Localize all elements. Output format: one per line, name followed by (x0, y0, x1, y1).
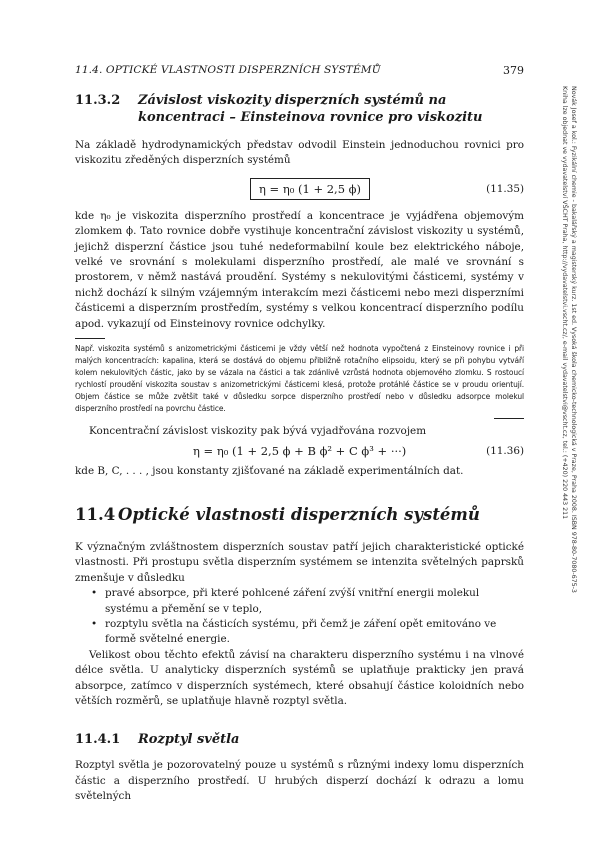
running-head (75, 64, 524, 77)
running-head-section: 11.4. OPTICKÉ VLASTNOSTI DISPERZNÍCH SYSTÉMŮ (75, 64, 381, 76)
list-item: • rozptylu světla na částicích systému, při čemž je záření opět emitováno ve formě světelné energie. (91, 617, 497, 646)
page-content (75, 92, 524, 805)
paragraph-einstein-explanation: kde η₀ je viskozita disperzního prostředí a koncentrace je vyjádřena objemovým zlomkem ϕ. Tato rovnice dobře vystihuje koncentrační závislost viskozity u systémů, jejichž disperzní částice jsou tuhé nedeformabilní koule bez elektrického náboje, velké ve srovnání s molekulami disperzního prostředí, ale malé ve srovnání s prostorem, v němž nastává proudění. Systémy s nekulovitými částicemi, systémy v nichž dochází k silným vzájemným interakcím mezi částicemi nebo mezi disperzními částicemi a disperzním prostředím, systémy s velkou koncentrací disperzního podílu apod. vykazují od Einsteinovy rovnice odchylky. (75, 209, 524, 330)
subsection-heading-11-4-1 (75, 731, 524, 748)
section-number: 11.4 (75, 504, 116, 524)
bullet-icon: • (91, 617, 98, 630)
list-item: • pravé absorpce, při které pohlcené záření zvýší vnitřní energii molekul systému a přemění se v teplo, (91, 587, 480, 615)
equation-formula-boxed: η = η₀ (1 + 2,5 ϕ) (250, 178, 370, 200)
equation-number: (11.36) (486, 445, 524, 458)
subsection-heading-11-3-2 (75, 92, 524, 126)
subsection-number: 11.4.1 (75, 732, 121, 748)
section-title: Optické vlastnosti disperzních systémů (118, 504, 480, 524)
page-number: 379 (503, 64, 524, 77)
note-top-rule (75, 338, 105, 339)
small-print-note: Např. viskozita systémů s anizometrickými částicemi je vždy větší než hodnota vypočtená z Einsteinovy rovnice i při malých koncentracích: kapalina, která se dostává do objemu přibližně rotačního elipsoidu, který se při pohybu vytváří kolem nekulovitých částic, jako by se vázala na částici a tak zdánlivě vzrůstá hodnota objemového zlomku. S rostoucí rychlostí proudění viskozita soustav s anizometrickými částicemi klesá, protože protáhlé částice se v proudu orientují. Objem částice se může zvětšit také v důsledku sorpce disperzního prostředí nebo v důsledku adsorpce molekul disperzního prostředí na povrchu částice. (75, 344, 524, 414)
section-heading-11-4 (75, 504, 524, 526)
subsection-title: Závislost viskozity disperzních systémů na koncentraci – Einsteinova rovnice pro viskozitu (138, 93, 483, 125)
equation-11-35 (75, 178, 524, 200)
subsection-title: Rozptyl světla (138, 732, 240, 748)
subsection-number: 11.3.2 (75, 93, 121, 108)
equation-11-36 (75, 444, 524, 458)
paragraph-concentration: Koncentrační závislost viskozity pak bývá vyjadřována rozvojem (89, 425, 427, 438)
bullet-icon: • (91, 587, 98, 600)
equation-formula: η = η₀ (1 + 2,5 ϕ + B ϕ² + C ϕ³ + ···) (193, 444, 407, 459)
side-citation-note (556, 86, 596, 601)
note-bottom-rule (494, 418, 524, 419)
side-note-line-1: Novák Josef a kol.: Fyzikální chemie - bakalářský a magisterský kurz. 1st ed. Vysoká škola chemicko-technologická v Praze, Praha 2008. ISBN 978-80-7080-675-3 (570, 86, 577, 593)
paragraph-intro: Na základě hydrodynamických představ odvodil Einstein jednoduchou rovnici pro viskozitu zředěných disperzních systémů (75, 139, 524, 167)
paragraph-optical-intro: K význačným zvláštnostem disperzních soustav patří jejich charakteristické optické vlastnosti. Při prostupu světla disperzním systémem se intenzita světelných paprsků zmenšuje v důsledku (75, 540, 524, 584)
bullet-list (75, 586, 524, 648)
paragraph-constants: kde B, C, . . . , jsou konstanty zjišťované na základě experimentálních dat. (75, 465, 464, 478)
paragraph-effects: Velikost obou těchto efektů závisí na charakteru disperzního systému i na vlnové délce světla. U analyticky disperzních systémů se uplatňuje prakticky jen pravá absorpce, zatímco v disperzních systémech, které obsahují částice koloidních nebo větších rozměrů, se uplatňuje hlavně rozptyl světla. (75, 648, 524, 707)
equation-number: (11.35) (486, 182, 524, 195)
paragraph-scattering: Rozptyl světla je pozorovatelný pouze u systémů s různými indexy lomu disperzních částic a disperzního prostředí. U hrubých disperzí dochází k odrazu a lomu světelných (75, 759, 524, 803)
side-note-line-2: Kniha lze objednat ve vydavatelství VŠCHT Praha, http://vydavatelstvi.vscht.cz/, e-mail vydavatelstvi@vscht.cz, tel.: (+420) 220 443 211 (561, 86, 568, 520)
